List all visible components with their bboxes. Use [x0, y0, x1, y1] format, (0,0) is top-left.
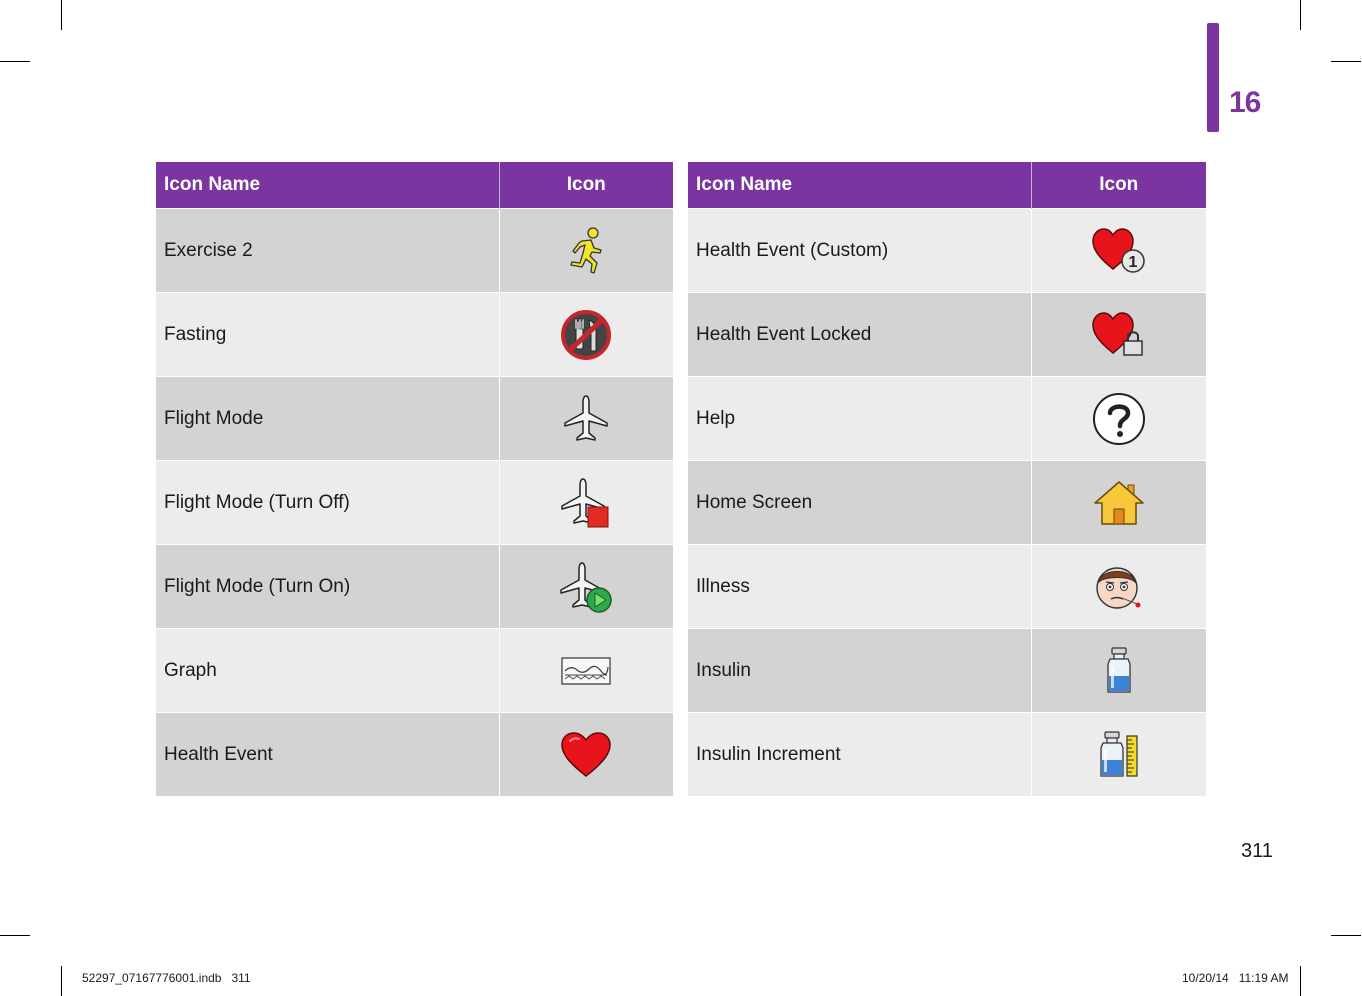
icon-name-cell: Graph: [156, 629, 499, 713]
crop-mark: [1331, 61, 1361, 62]
table-row: [688, 377, 1206, 461]
insulin-vial-icon: [1104, 646, 1134, 696]
table-row: [156, 293, 673, 377]
table-row: [688, 713, 1206, 797]
table-row: [156, 629, 673, 713]
icon-name-cell: Flight Mode (Turn On): [156, 545, 499, 629]
chapter-number: 16: [1229, 86, 1261, 119]
table-row: [688, 545, 1206, 629]
icon-table-right: [688, 162, 1206, 796]
heart-badge-number: 1: [1128, 253, 1138, 271]
icon-name-cell: Flight Mode: [156, 377, 499, 461]
icon-name-cell: Illness: [688, 545, 1031, 629]
icon-name-cell: Flight Mode (Turn Off): [156, 461, 499, 545]
table-header-row: [156, 162, 673, 209]
crop-mark: [0, 61, 30, 62]
crop-mark: [1300, 966, 1301, 996]
heart-icon: [560, 731, 612, 779]
crop-mark: [1300, 0, 1301, 30]
airplane-play-icon: [559, 560, 613, 614]
heart-lock-icon: [1091, 311, 1147, 359]
chapter-tab-bar: [1207, 23, 1219, 132]
no-fork-knife-icon: [560, 309, 612, 361]
heart-number-icon: [1091, 227, 1147, 275]
crop-mark: [61, 0, 62, 30]
icon-name-cell: Home Screen: [688, 461, 1031, 545]
column-header-icon-name: Icon Name: [156, 162, 499, 209]
table-row: [156, 461, 673, 545]
icon-name-cell: Insulin Increment: [688, 713, 1031, 797]
icon-name-cell: Health Event: [156, 713, 499, 797]
graph-icon: [561, 657, 611, 685]
running-person-icon: [564, 226, 608, 276]
table-row: [156, 377, 673, 461]
table-header-row: [688, 162, 1206, 209]
crop-mark: [1331, 935, 1361, 936]
airplane-stop-icon: [560, 476, 612, 530]
airplane-icon: [561, 393, 611, 445]
print-slug-filename: 52297_07167776001.indb 311: [82, 971, 251, 985]
icon-name-cell: Health Event (Custom): [688, 209, 1031, 293]
print-slug-timestamp: 10/20/14 11:19 AM: [1182, 971, 1289, 985]
sick-face-icon: [1093, 562, 1145, 612]
page-number: 311: [1241, 840, 1273, 862]
icon-name-cell: Fasting: [156, 293, 499, 377]
crop-mark: [0, 935, 30, 936]
icon-name-cell: Health Event Locked: [688, 293, 1031, 377]
table-row: [688, 209, 1206, 293]
column-header-icon: Icon: [1031, 162, 1206, 209]
icon-name-cell: Insulin: [688, 629, 1031, 713]
table-row: [156, 545, 673, 629]
table-row: [688, 629, 1206, 713]
icon-name-cell: Exercise 2: [156, 209, 499, 293]
question-mark-icon: [1092, 392, 1146, 446]
column-header-icon: Icon: [499, 162, 673, 209]
insulin-vial-ruler-icon: [1097, 730, 1141, 780]
icon-name-cell: Help: [688, 377, 1031, 461]
column-header-icon-name: Icon Name: [688, 162, 1031, 209]
crop-mark: [61, 966, 62, 996]
table-row: [156, 209, 673, 293]
table-row: [688, 461, 1206, 545]
icon-table-left: [156, 162, 673, 796]
table-row: [688, 293, 1206, 377]
house-icon: [1092, 479, 1146, 527]
table-row: [156, 713, 673, 797]
